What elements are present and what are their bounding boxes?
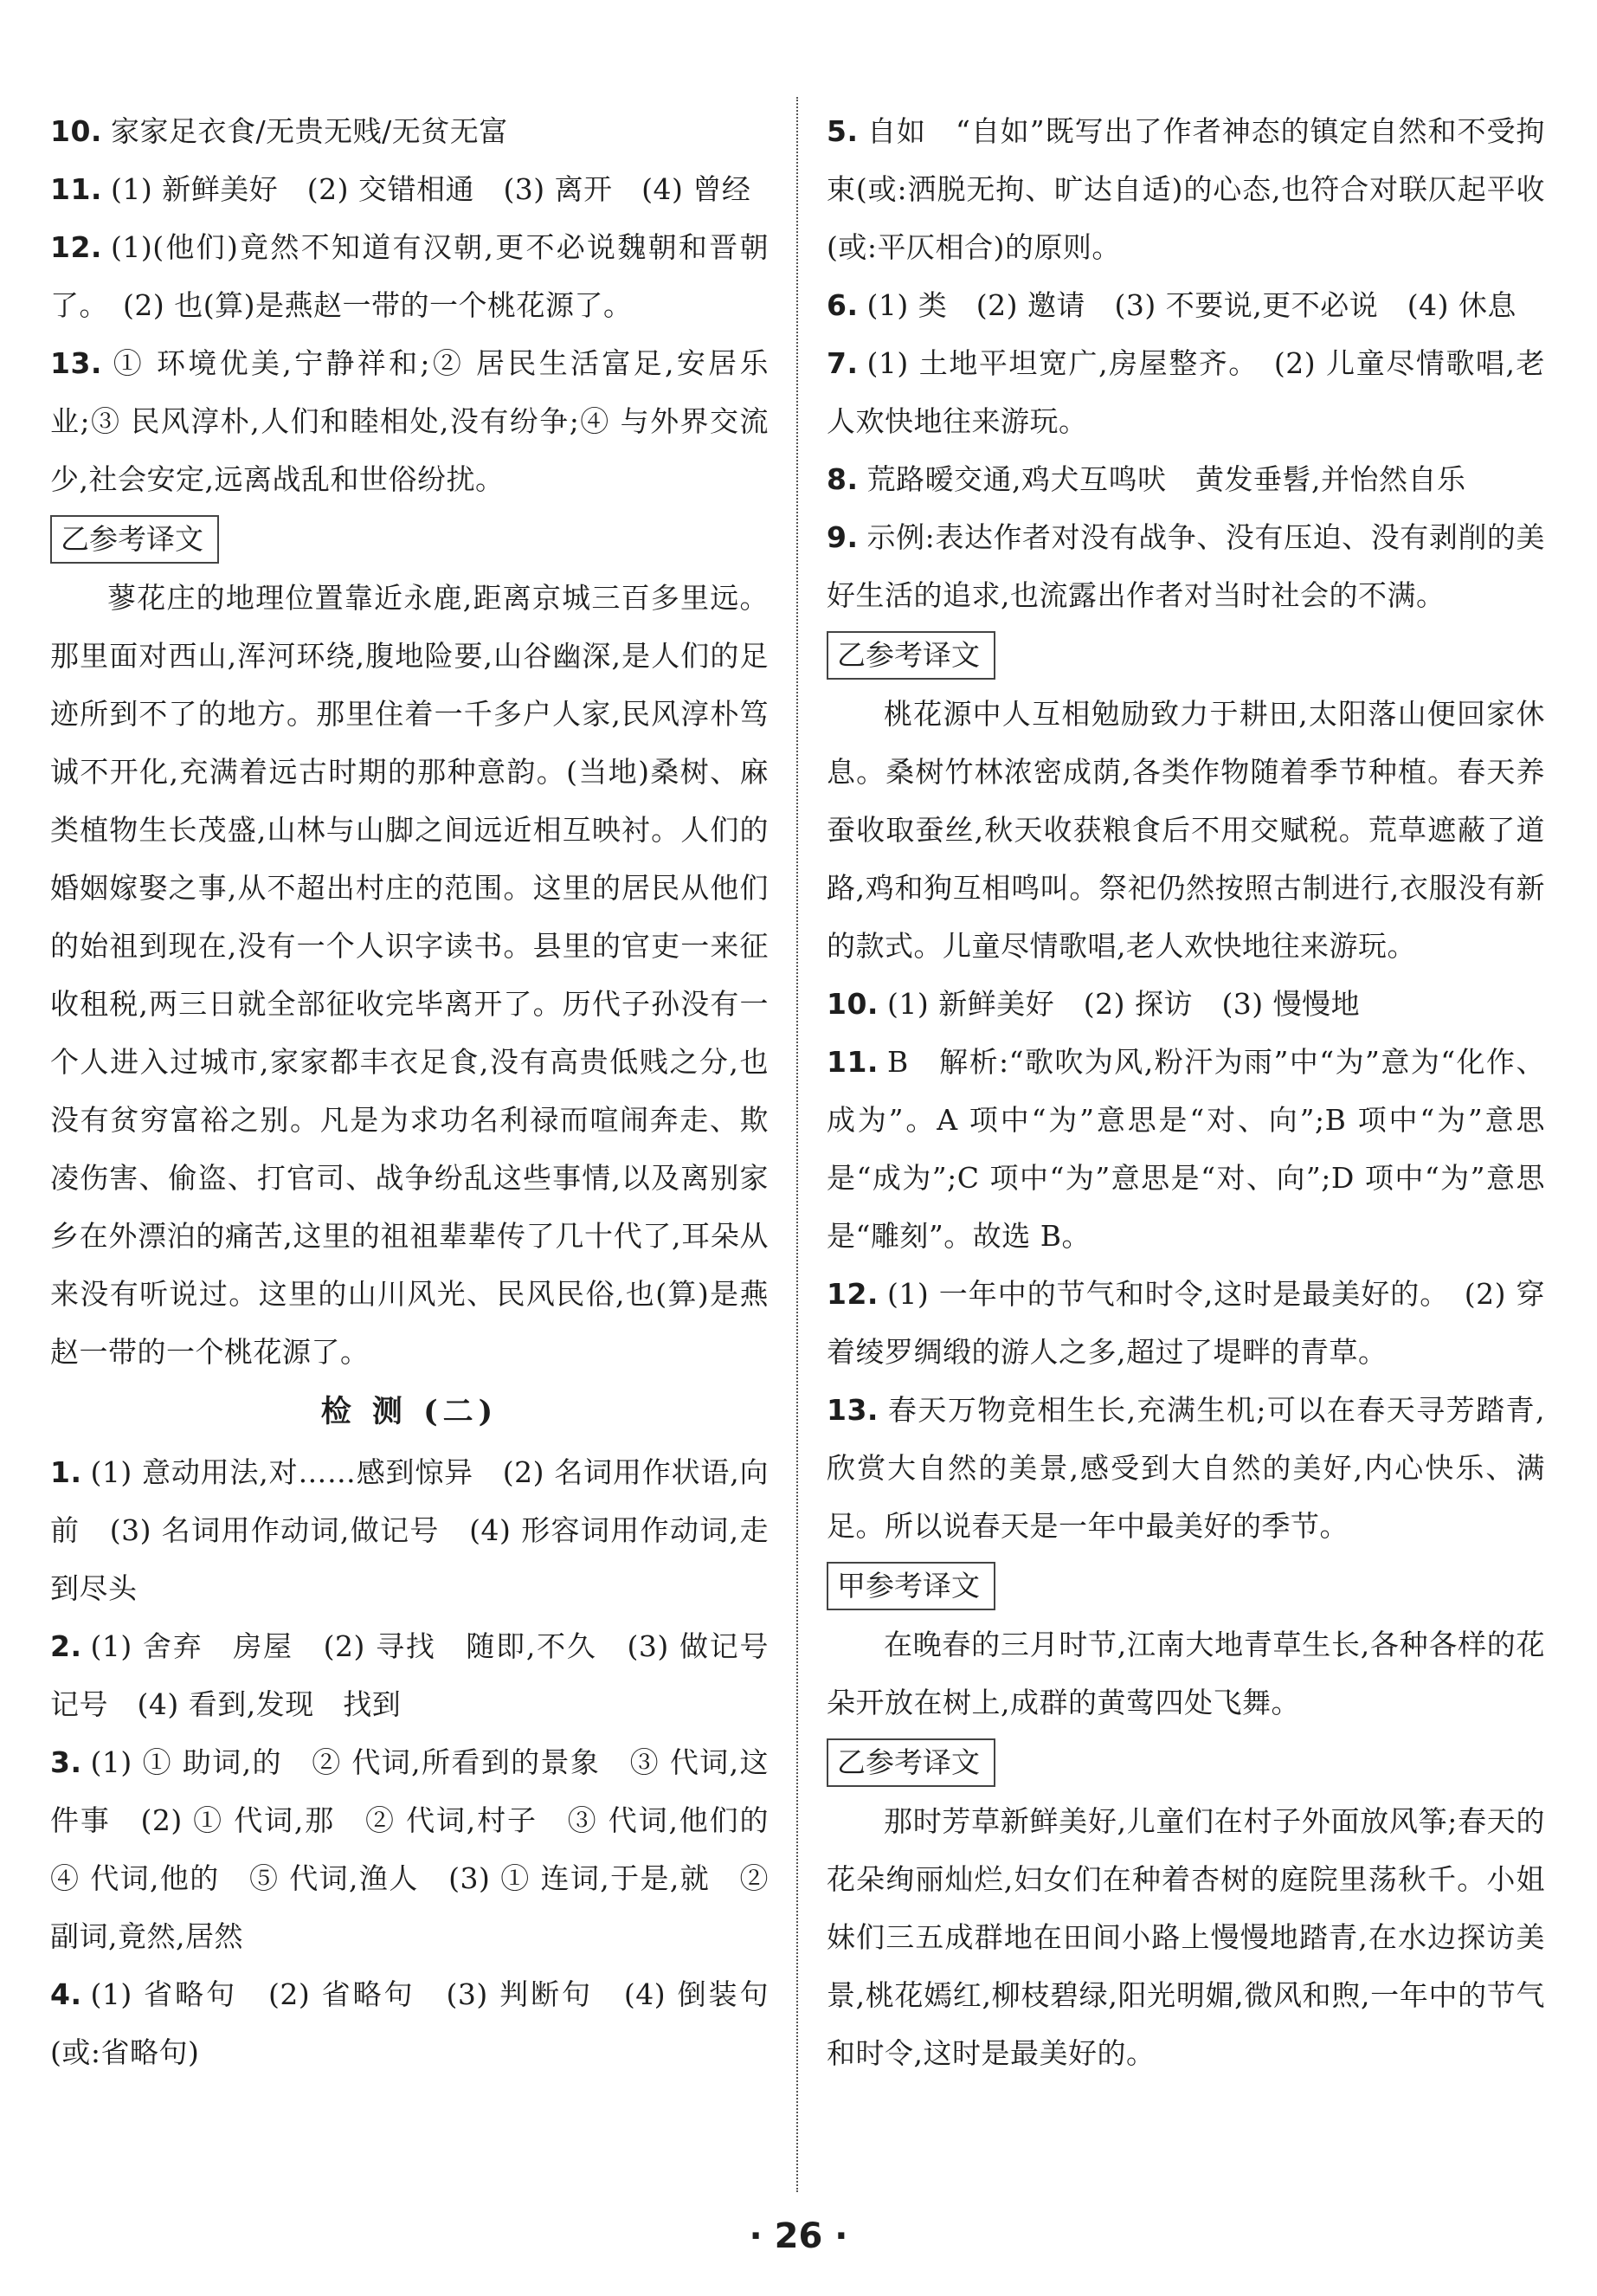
yi-translation-label-3: 乙参考译文 [827, 1738, 995, 1787]
yi-translation-text-3: 那时芳草新鲜美好,儿童们在村子外面放风筝;春天的花朵绚丽灿烂,妇女们在种着杏树的庭院里荡秋千。小姐妹们三五成群地在田间小路上慢慢地踏青,在水边探访美景,桃花嫣红,柳枝碧绿,阳光明媚,微风和煦,一年中的节气和时令,这时是最美好的。 [827, 1804, 1545, 2070]
test2-answer-13: 13. 春天万物竞相生长,充满生机;可以在春天寻芳踏青,欣赏大自然的美景,感受到大自然的美好,内心快乐、满足。所以说春天是一年中最美好的季节。 [827, 1393, 1545, 1543]
test2-answer-11: 11. B 解析:“歌吹为风,粉汗为雨”中“为”意为“化作、成为”。A 项中“为”意思是“对、向”;B 项中“为”意思是“成为”;C 项中“为”意思是“对、向”;D 项中“为”意思是“雕刻”。故选 B。 [827, 1045, 1545, 1253]
test2-answer-9: 9. 示例:表达作者对没有战争、没有压迫、没有剥削的美好生活的追求,也流露出作者对当时社会的不满。 [827, 520, 1545, 612]
section-title: 检 测 (二) [320, 1394, 499, 1429]
test2-answer-12: 12. (1) 一年中的节气和时令,这时是最美好的。 (2) 穿着绫罗绸缎的游人之多,超过了堤畔的青草。 [827, 1277, 1545, 1369]
answer-12: 12. (1)(他们)竟然不知道有汉朝,更不必说魏朝和晋朝了。 (2) 也(算)是燕赵一带的一个桃花源了。 [50, 230, 769, 322]
answer-13: 13. ① 环境优美,宁静祥和;② 居民生活富足,安居乐业;③ 民风淳朴,人们和睦相处,没有纷争;④ 与外界交流少,社会安定,远离战乱和世俗纷扰。 [50, 346, 769, 496]
column-divider [796, 97, 798, 2192]
test2-answer-2: 2. (1) 舍弃 房屋 (2) 寻找 随即,不久 (3) 做记号 记号 (4) 看到,发现 找到 [50, 1629, 798, 1721]
test2-answer-1: 1. (1) 意动用法,对……感到惊异 (2) 名词用作状语,向前 (3) 名词用作动词,做记号 (4) 形容词用作动词,走到尽头 [50, 1455, 769, 1605]
jia-translation-text: 在晚春的三月时节,江南大地青草生长,各种各样的花朵开放在树上,成群的黄莺四处飞舞。 [827, 1628, 1545, 1719]
yi-translation-label: 乙参考译文 [50, 515, 219, 564]
yi-translation-text: 蓼花庄的地理位置靠近永鹿,距离京城三百多里远。那里面对西山,浑河环绕,腹地险要,山谷幽深,是人们的足迹所到不了的地方。那里住着一千多户人家,民风淳朴笃诚不开化,充满着远古时期的那种意韵。(当地)桑树、麻类植物生长茂盛,山林与山脚之间远近相互映衬。人们的婚姻嫁娶之事,从不超出村庄的范围。这里的居民从他们的始祖到现在,没有一个人识字读书。县里的官吏一来征收租税,两三日就全部征收完毕离开了。历代子孙没有一个人进入过城市,家家都丰衣足食,没有高贵低贱之分,也没有贫穷富裕之别。凡是为求功名利禄而喧闹奔走、欺凌伤害、偷盗、打官司、战争纷乱这些事情,以及离别家乡在外漂泊的痛苦,这里的祖祖辈辈传了几十代了,耳朵从来没有听说过。这里的山川风光、民风民俗,也(算)是燕赵一带的一个桃花源了。 [50, 581, 769, 1369]
left-column [50, 102, 798, 2081]
page-number: · 26 · [749, 2216, 848, 2256]
answer-11: 11. (1) 新鲜美好 (2) 交错相通 (3) 离开 (4) 曾经 [50, 172, 751, 206]
test2-answer-10: 10. (1) 新鲜美好 (2) 探访 (3) 慢慢地 [827, 987, 1361, 1021]
yi-translation-label-2: 乙参考译文 [827, 631, 995, 680]
test2-answer-7: 7. (1) 土地平坦宽广,房屋整齐。 (2) 儿童尽情歌唱,老人欢快地往来游玩。 [827, 346, 1545, 438]
test2-answer-4: 4. (1) 省略句 (2) 省略句 (3) 判断句 (4) 倒装句(或:省略句) [50, 1977, 769, 2069]
yi-translation-text-2: 桃花源中人互相勉励致力于耕田,太阳落山便回家休息。桑树竹林浓密成荫,各类作物随着季节种植。春天养蚕收取蚕丝,秋天收获粮食后不用交赋税。荒草遮蔽了道路,鸡和狗互相鸣叫。祭祀仍然按照古制进行,衣服没有新的款式。儿童尽情歌唱,老人欢快地往来游玩。 [827, 697, 1545, 963]
test2-answer-6: 6. (1) 类 (2) 邀请 (3) 不要说,更不必说 (4) 休息 [827, 288, 1517, 322]
jia-translation-label: 甲参考译文 [827, 1562, 995, 1610]
test2-answer-8: 8. 荒路暧交通,鸡犬互鸣吠 黄发垂髫,并怡然自乐 [827, 462, 1466, 496]
answer-10: 10. 家家足衣食/无贵无贱/无贫无富 [50, 114, 508, 148]
test2-answer-5: 5. 自如 “自如”既写出了作者神态的镇定自然和不受拘束(或:洒脱无拘、旷达自适)的心态,也符合对联仄起平收(或:平仄相合)的原则。 [827, 114, 1545, 264]
right-column [827, 102, 1545, 2082]
test2-answer-3: 3. (1) ① 助词,的 ② 代词,所看到的景象 ③ 代词,这件事 (2) ① 代词,那 ② 代词,村子 ③ 代词,他们的 ④ 代词,他的 ⑤ 代词,渔人 (3) ① 连词,于是,就 ② 副词,竟然,居然 [50, 1745, 798, 1953]
